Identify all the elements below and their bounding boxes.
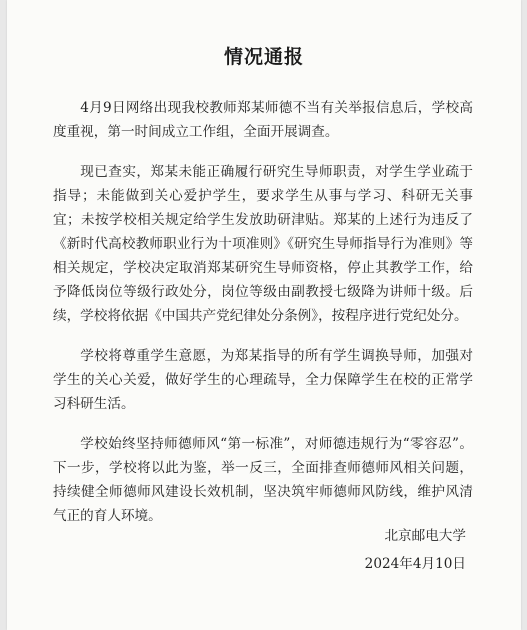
paragraph-2: 现已查实，郑某未能正确履行研究生导师职责，对学生学业疏于指导；未能做到关心爱护学生，要求学生从事与学习、科研无关事宜；未按学校相关规定给学生发放助研津贴。郑某的上述行为违反了《新时代高校教师职业行为十项准则》《研究生导师指导行为准则》等相关规定，学校决定取消郑某研究生导师资格，停止其教学工作，给予降低岗位等级行政处分，岗位等级由副教授七级降为讲师十级。后续，学校将依据《中国共产党纪律处分条例》，按程序进行党纪处分。 [53,164,473,324]
paragraph-3: 学校将尊重学生意愿，为郑某指导的所有学生调换导师，加强对学生的关心关爱，做好学生的心理疏导，全力保障学生在校的正常学习科研生活。 [53,348,473,412]
signature-organization: 北京邮电大学 [384,528,466,544]
document-title: 情况通报 [223,46,304,68]
signature-block [365,522,466,578]
document-page [7,0,521,630]
paragraph-4: 学校始终坚持师德师风“第一标准”，对师德违规行为“零容忍”。下一步，学校将以此为鉴，举一反三，全面排查师德师风相关问题，持续健全师德师风建设长效机制，坚决筑牢师德师风防线，维护风清气正的育人环境。 [53,436,473,524]
document-body [53,96,473,544]
signature-date: 2024年4月10日 [364,556,466,572]
paragraph-1: 4月9日网络出现我校教师郑某师德不当有关举报信息后，学校高度重视，第一时间成立工作组，全面开展调查。 [53,100,473,140]
